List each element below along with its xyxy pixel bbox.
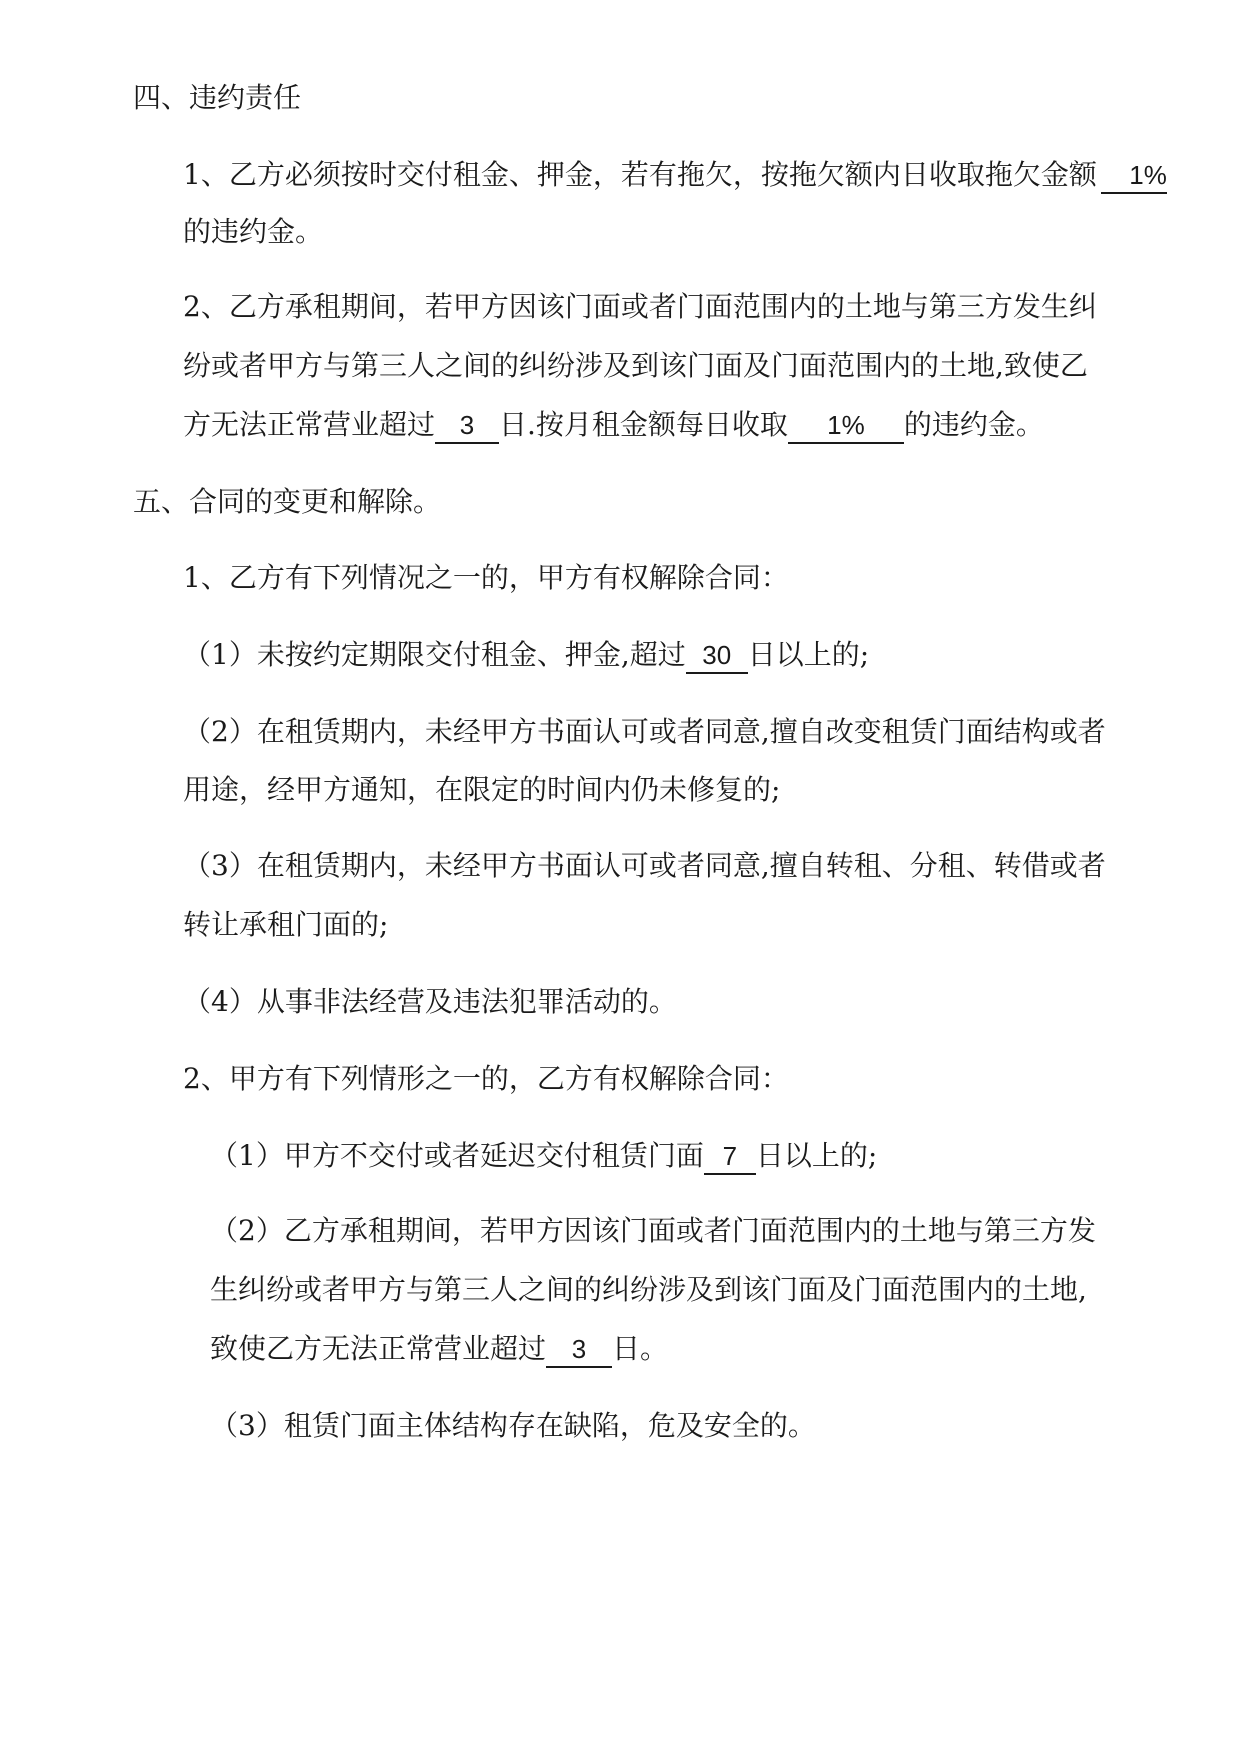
item-text: 的违约金。	[903, 408, 1044, 441]
clause-2-item-2-line-1: （2）乙方承租期间，若甲方因该门面或者门面范围内的土地与第三方发	[210, 1214, 1096, 1247]
clause-1-item-2-line-2: 用途，经甲方通知，在限定的时间内仍未修复的;	[183, 773, 781, 806]
clause-2-item-2-line-3	[210, 1329, 668, 1369]
section-4-item-2-line-2: 纷或者甲方与第三人之间的纠纷涉及到该门面及门面范围内的土地,致使乙	[183, 349, 1088, 382]
clause-1-item-3-line-2: 转让承租门面的;	[183, 908, 389, 941]
daily-rate-blank: 1%	[788, 408, 904, 444]
section-4-item-1-line-2: 的违约金。	[183, 215, 324, 248]
days-blank: 3	[435, 408, 499, 444]
item-text: 日.按月租金额每日收取	[499, 408, 788, 441]
clause-1-item-4: （4）从事非法经营及违法犯罪活动的。	[183, 985, 677, 1018]
item-text: 方无法正常营业超过	[183, 408, 436, 441]
days-blank: 7	[704, 1139, 756, 1175]
penalty-rate-blank: 1%	[1101, 158, 1167, 194]
clause-1-item-3-line-1: （3）在租赁期内，未经甲方书面认可或者同意,擅自转租、分租、转借或者	[183, 849, 1106, 882]
clause-2-item-2-line-2: 生纠纷或者甲方与第三人之间的纠纷涉及到该门面及门面范围内的土地,	[210, 1273, 1087, 1306]
item-text: （1）甲方不交付或者延迟交付租赁门面	[210, 1139, 704, 1172]
section-4-item-1-line-1	[183, 155, 1167, 195]
section-4-item-2-line-1: 2、乙方承租期间，若甲方因该门面或者门面范围内的土地与第三方发生纠	[183, 290, 1097, 323]
section-5-heading: 五、合同的变更和解除。	[133, 485, 442, 518]
days-blank: 30	[686, 638, 748, 674]
item-text: 日以上的;	[747, 638, 870, 671]
item-text: 致使乙方无法正常营业超过	[210, 1332, 547, 1365]
days-blank: 3	[546, 1332, 612, 1368]
section-4-item-2-line-3	[183, 405, 1044, 445]
clause-1-item-2-line-1: （2）在租赁期内，未经甲方书面认可或者同意,擅自改变租赁门面结构或者	[183, 715, 1106, 748]
section-4-heading: 四、违约责任	[133, 81, 302, 114]
item-text: 日以上的;	[755, 1139, 878, 1172]
item-text: （1）未按约定期限交付租金、押金,超过	[183, 638, 686, 671]
clause-2-item-3: （3）租赁门面主体结构存在缺陷，危及安全的。	[210, 1409, 816, 1442]
clause-2-item-1	[210, 1136, 877, 1176]
item-text: 1、乙方必须按时交付租金、押金，若有拖欠，按拖欠额内日收取拖欠金额	[183, 158, 1097, 191]
clause-1-item-1	[183, 635, 869, 675]
clause-2-title: 2、甲方有下列情形之一的，乙方有权解除合同：	[183, 1062, 789, 1095]
item-text: 日。	[612, 1332, 669, 1365]
clause-1-title: 1、乙方有下列情况之一的，甲方有权解除合同：	[183, 561, 789, 594]
